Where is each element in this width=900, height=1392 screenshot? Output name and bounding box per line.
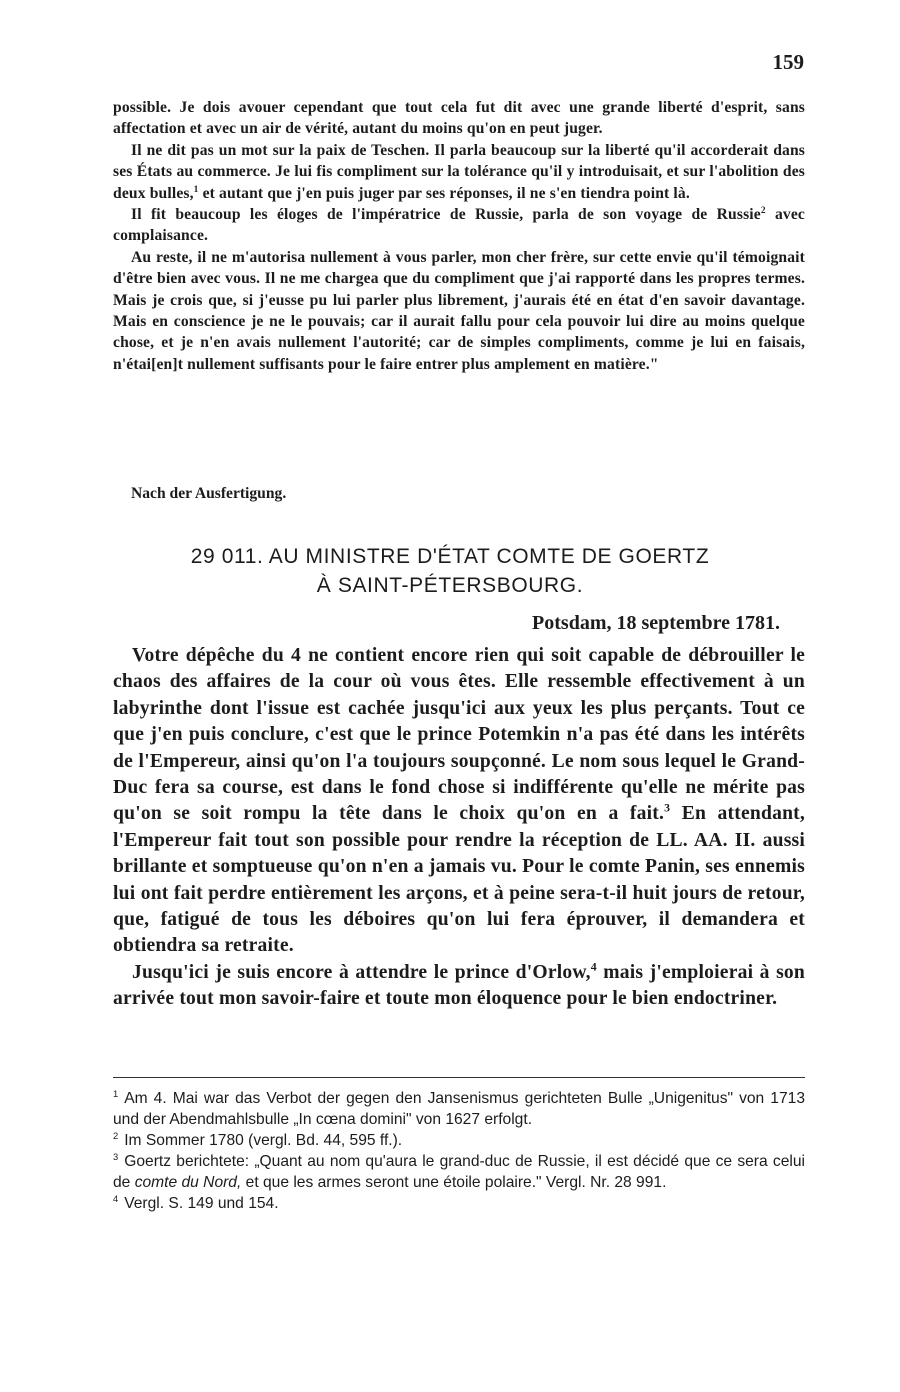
paragraph <box>113 204 805 247</box>
footnote-4 <box>113 1193 805 1214</box>
footnote-number: 4 <box>113 1193 119 1204</box>
letter-body <box>113 643 805 1013</box>
footnote-text: Im Sommer 1780 (vergl. Bd. 44, 595 ff.). <box>124 1132 403 1149</box>
paragraph-text: En attendant, l'Empereur fait tout son possible pour rendre la réception de LL. AA. II. aussi brillante et somptueuse qu'on n'en a jamais vu. Pour le comte Panin, ses ennemis lui ont fait perdre entièrement les arçons, et à peine sera-t-il huit jours de retour, que, fatigué de tous les déboires qu'on lui fera éprouver, il demandera et obtiendra sa retraite. <box>113 803 806 957</box>
paragraph-text: mais j'emploierai à son arrivée tout mon savoir-faire et toute mon éloquence pour le bien endoctriner. <box>113 961 805 1010</box>
footnote-mark-1: 1 <box>193 184 199 195</box>
dateline: Potsdam, 18 septembre 1781. <box>532 612 780 634</box>
footnote-mark-2: 2 <box>760 205 766 216</box>
paragraph: Au reste, il ne m'autorisa nullement à vous parler, mon cher frère, sur cette envie qu'il témoignait d'être bien avec vous. Il ne me chargea que du compliment que j'ai rapporté dans les propres termes. Mais je crois que, si j'eusse pu lui parler plus librement, j'aurais été en état d'en savoir davantage. Mais en conscience je ne le pouvais; car il aurait fallu pour cela pouvoir lui dire au moins quelque chose, et je n'en avais nullement l'autorité; car de simples compliments, comme je lui en faisais, n'étai[en]t nullement suffisants pour le faire entrer plus amplement en matière." <box>113 248 805 373</box>
footnote-number: 2 <box>113 1130 119 1141</box>
footnote-text: Am 4. Mai war das Verbot der gegen den Jansenismus gerichteten Bulle „Unigenitus" von 1713 und der Abendmahlsbulle „In cœna domini" von 1627 erfolgt. <box>113 1090 805 1128</box>
footnote-number: 1 <box>113 1088 119 1099</box>
footnote-text: et que les armes seront une étoile polaire." Vergl. Nr. 28 991. <box>245 1174 667 1191</box>
footnote-divider <box>113 1077 805 1078</box>
footnote-3 <box>113 1151 805 1193</box>
footnote-2 <box>113 1130 805 1151</box>
paragraph <box>113 960 805 1013</box>
paragraph-text: Il ne dit pas un mot sur la paix de Teschen. Il parla beaucoup sur la liberté qu'il accorderait dans ses États au commerce. Je lui fis compliment sur la tolérance qu'il y introduisait, et sur l'abolition des deux bulles, <box>113 141 805 202</box>
footnote-1 <box>113 1088 805 1130</box>
source-note: Nach der Ausfertigung. <box>131 485 287 502</box>
paragraph <box>113 140 805 204</box>
paragraph-text: avec complaisance. <box>113 206 805 245</box>
paragraph-text: Il fit beaucoup les éloges de l'impératrice de Russie, parla de son voyage de Russie <box>131 206 761 224</box>
footnote-emphasis: comte du Nord, <box>134 1174 242 1191</box>
footnote-mark-4: 4 <box>590 960 597 974</box>
paragraph: possible. Je dois avouer cependant que tout cela fut dit avec une grande liberté d'esprit, sans affectation et avec un air de vérité, autant du moins qu'on en peut juger. <box>113 99 805 138</box>
paragraph-text: Jusqu'ici je suis encore à attendre le prince d'Orlow, <box>132 961 591 983</box>
letter-continuation <box>113 97 805 375</box>
footnote-text: Goertz berichtete: „Quant au nom qu'aura le grand-duc de Russie, il est décidé que ce sera celui de <box>113 1153 805 1191</box>
footnote-number: 3 <box>113 1151 119 1162</box>
paragraph <box>113 643 805 960</box>
paragraph-text: et autant que j'en puis juger par ses réponses, il ne s'en tiendra point là. <box>202 184 690 202</box>
footnotes <box>113 1088 805 1214</box>
page-number: 159 <box>772 50 804 74</box>
paragraph-text: Votre dépêche du 4 ne contient encore rien qui soit capable de débrouiller le chaos des affaires de la cour où vous êtes. Elle ressemble effectivement à un labyrinthe dont l'issue est cachée jusqu'ici aux yeux les plus perçants. Tout ce que j'en puis conclure, c'est que le prince Potemkin n'a pas été dans les intérêts de l'Empereur, ainsi qu'on l'a toujours soupçonné. Le nom sous lequel le Grand-Duc fera sa course, est dans le fond chose si indifférente qu'elle ne mérite pas qu'on se soit rompu la tête dans le choix qu'on en a fait. <box>113 645 805 825</box>
footnote-mark-3: 3 <box>664 801 671 815</box>
footnote-text: Vergl. S. 149 und 154. <box>124 1195 279 1212</box>
document-heading: 29 011. AU MINISTRE D'ÉTAT COMTE DE GOERTZ <box>190 545 710 568</box>
document-heading-line2: À SAINT-PÉTERSBOURG. <box>316 574 584 597</box>
